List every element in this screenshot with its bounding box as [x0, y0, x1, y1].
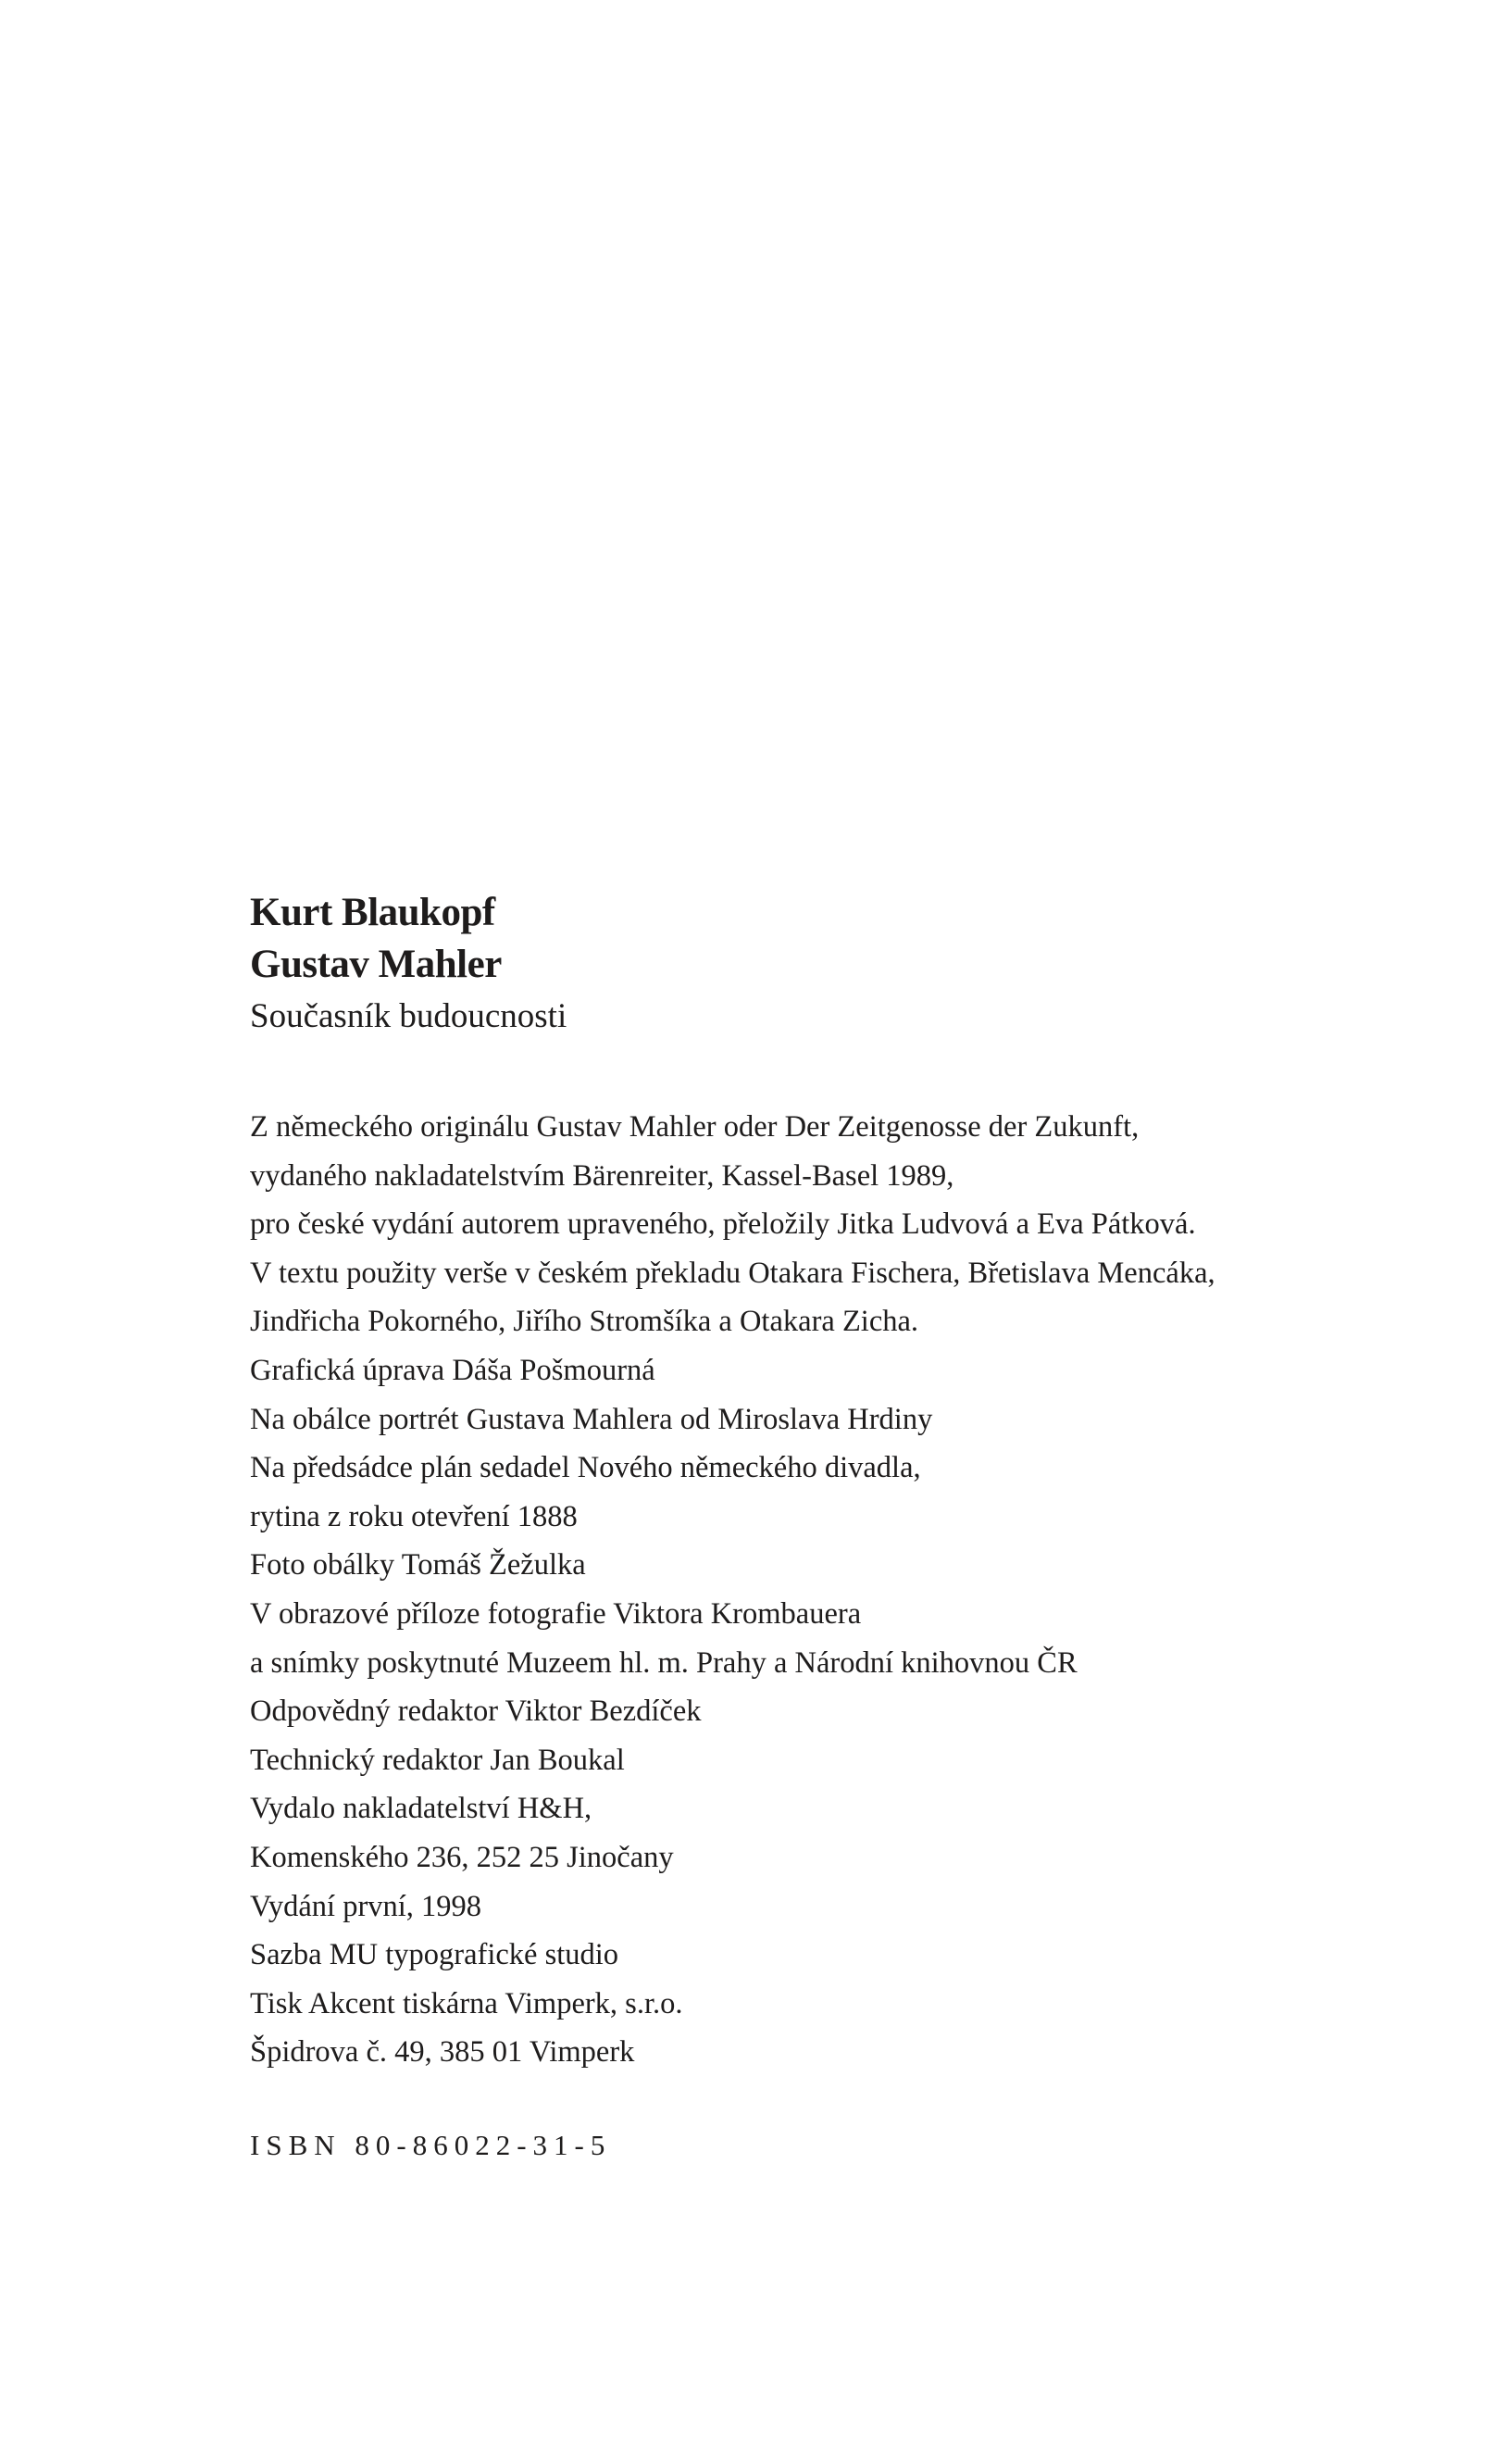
colophon-line: Sazba MU typografické studio [250, 1938, 619, 1972]
colophon-line: Odpovědný redaktor Viktor Bezdíček [250, 1695, 702, 1729]
colophon-line: Z německého originálu Gustav Mahler oder Der Zeitgenosse der Zukunft, [250, 1110, 1140, 1144]
colophon-line: Komenského 236, 252 25 Jinočany [250, 1840, 674, 1874]
colophon-line: Tisk Akcent tiskárna Vimperk, s.r.o. [250, 1986, 683, 2020]
colophon-line: Foto obálky Tomáš Žežulka [250, 1548, 586, 1582]
colophon-line: vydaného nakladatelstvím Bärenreiter, Kassel-Basel 1989, [250, 1158, 954, 1193]
author-name: Kurt Blaukopf [250, 891, 495, 934]
colophon-line: a snímky poskytnuté Muzeem hl. m. Prahy a Národní knihovnou ČR [250, 1645, 1078, 1680]
colophon-line: Jindřicha Pokorného, Jiřího Stromšíka a Otakara Zicha. [250, 1305, 919, 1339]
colophon-line: rytina z roku otevření 1888 [250, 1499, 578, 1533]
colophon-line: Na obálce portrét Gustava Mahlera od Miroslava Hrdiny [250, 1402, 933, 1436]
colophon [250, 1103, 1453, 2077]
book-subtitle: Současník budoucnosti [250, 997, 567, 1035]
colophon-line: V obrazové příloze fotografie Viktora Krombauera [250, 1596, 862, 1631]
colophon-line: pro české vydání autorem upraveného, přeložily Jitka Ludvová a Eva Pátková. [250, 1207, 1196, 1242]
colophon-line: Špidrova č. 49, 385 01 Vimperk [250, 2035, 635, 2070]
colophon-line: Vydalo nakladatelství H&H, [250, 1792, 592, 1826]
isbn-number: ISBN 80-86022-31-5 [250, 2129, 612, 2161]
colophon-line: Technický redaktor Jan Boukal [250, 1743, 625, 1777]
colophon-line: Grafická úprava Dáša Pošmourná [250, 1353, 655, 1387]
colophon-line: Na předsádce plán sedadel Nového německého divadla, [250, 1451, 921, 1485]
colophon-line: V textu použity verše v českém překladu Otakara Fischera, Břetislava Mencáka, [250, 1256, 1215, 1290]
book-title: Gustav Mahler [250, 943, 502, 986]
colophon-line: Vydání první, 1998 [250, 1889, 482, 1923]
book-header [250, 887, 1268, 1043]
